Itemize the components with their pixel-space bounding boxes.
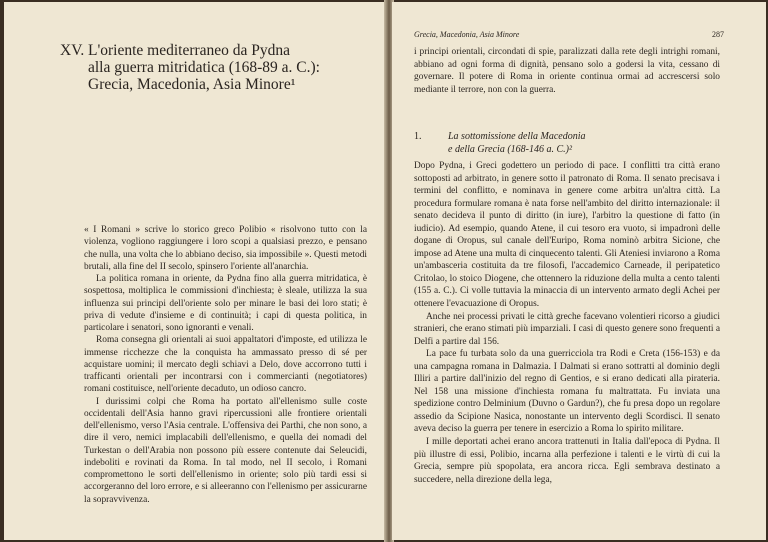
right-body-text	[414, 160, 720, 486]
running-header-title: Grecia, Macedonia, Asia Minore	[414, 30, 520, 39]
paragraph: Roma consegna gli orientali ai suoi appaltatori d'imposte, ed utilizza le immense ricchezze che la conquista ha ammassato presso di sé per acquistare uomini; il mercato degli schiavi a Delo, dove accorrono tutti i trafficanti orientali per incontrarsi con i commercianti (negotiatores) romani costituisce, nell'oriente decaduto, un odioso cancro.	[84, 335, 367, 395]
right-page	[392, 2, 766, 540]
chapter-title	[60, 42, 358, 93]
paragraph: « I Romani » scrive lo storico greco Polibio « risolvono tutto con la violenza, vogliono raggiungere i loro scopi a qualsiasi prezzo, e pensano che nulla, una volta che lo abbiano deciso, sia impossibile ». Questi metodi brutali, alla fine del II secolo, spinsero l'oriente all'anarchia.	[84, 225, 367, 272]
chapter-number: XV.	[60, 42, 85, 59]
paragraph: Dopo Pydna, i Greci godettero un periodo di pace. I conflitti tra città erano sottoposti ad arbitrato, in genere sotto il patronato di Roma. Il senato precisava i termini del conflitto, e nominava in genere come arbitra un'altra città. La procedura formulare romana è nata forse nell'ambito del diritto internazionale: il senato decideva il punto di diritto (in iure), l'arbitro la questione di fatto (in iudicio). Ad esempio, quando Atene, il cui tesoro era vuoto, si impadronì delle dogane di Oropus, sul canale dell'Euripo, Roma nominò arbitra Sicione, che impose ad Atene una multa di cinquecento talenti. Gli Ateniesi inviarono a Roma un'ambasceria costituita da tre filosofi, l'accademico Carneade, il peripatetico Critolao, lo stoico Diogene, che ottennero la riduzione della multa a cento talenti (155 a. C.). Ci volle tuttavia la minaccia di un intervento armato degli Achei per ottenere l'evacuazione di Oropus.	[414, 161, 720, 310]
paragraph: I mille deportati achei erano ancora trattenuti in Italia dall'epoca di Pydna. Il più illustre di essi, Polibio, incarna alla perfezione i talenti e le virtù di cui la Grecia, sempre più spopolata, era ancora ricca. Egli sembrava destinato a succedere, nella direzione della lega,	[414, 437, 720, 485]
section-title-line: e della Grecia (168-146 a. C.)²	[448, 144, 572, 155]
left-body-text	[84, 224, 367, 506]
running-header	[414, 30, 724, 39]
section-title-line: La sottomissione della Macedonia	[448, 131, 586, 142]
paragraph: i principi orientali, circondati di spie, paralizzati dalla rete degli intrighi romani, abbiano ad ogni forma di dignità, pensano solo a godersi la vita, cessano di governare. Il potere di Roma in oriente continua ormai ad accrescersi solo mediante il terrore, non con la guerra.	[414, 47, 720, 95]
left-page	[4, 2, 388, 540]
chapter-title-line: alla guerra mitridatica (168-89 a. C.):	[88, 59, 320, 76]
chapter-title-line: L'oriente mediterraneo da Pydna	[88, 42, 291, 59]
section-heading	[414, 130, 720, 156]
chapter-title-line: Grecia, Macedonia, Asia Minore¹	[88, 76, 296, 93]
paragraph: La pace fu turbata solo da una guerricciola tra Rodi e Creta (156-153) e da una campagna romana in Dalmazia. I Dalmati si erano sottratti al dominio degli Illiri a partire dall'inizio del regno di Gentios, e si erano dedicati alla pirateria. Nel 158 una missione d'inchiesta romana fu maltrattata. Fu inviata una spedizione contro Delminium (Duvno o Gardun?), che fu presa dopo un regolare assedio da Scipione Nasica, nonostante un intervento degli Scordisci. Il senato aveva deciso la guerra per tenere in esercizio a Roma lo spirito militare.	[414, 349, 720, 435]
paragraph: I durissimi colpi che Roma ha portato all'ellenismo sulle coste occidentali dell'Asia hanno gravi ripercussioni alle frontiere orientali dell'ellenismo, verso l'Asia centrale. L'offensiva dei Parthi, che non sono, a dire il vero, nemici implacabili dell'ellenismo, e quella dei nomadi del Turkestan o dell'Arabia non possono più essere contenute dai Seleucidi, indeboliti e rovinati da Roma. In tal modo, nel II secolo, i Romani compromettono le sorti dell'ellenismo in oriente; solo più tardi essi si accorgeranno del loro errore, e si alleeranno con l'ellenismo per assicurarne la sopravvivenza.	[84, 396, 367, 505]
page-number: 287	[712, 30, 724, 39]
section-number: 1.	[414, 131, 422, 142]
paragraph: Anche nei processi privati le città greche facevano volentieri ricorso a giudici stranieri, che erano stimati più imparziali. I casi di questo genere sono frequenti a Delfi a partire dal 156.	[414, 311, 720, 347]
paragraph: La politica romana in oriente, da Pydna fino alla guerra mitridatica, è sospettosa, moltiplica le commissioni d'inchiesta; è sleale, utilizza la sua influenza sui principi dell'oriente solo per minare le basi dei loro stati; è priva di vedute d'insieme e di continuità; i capi di questa politica, in particolare i senatori, sono ignoranti e venali.	[84, 274, 367, 333]
continued-text	[414, 46, 720, 96]
